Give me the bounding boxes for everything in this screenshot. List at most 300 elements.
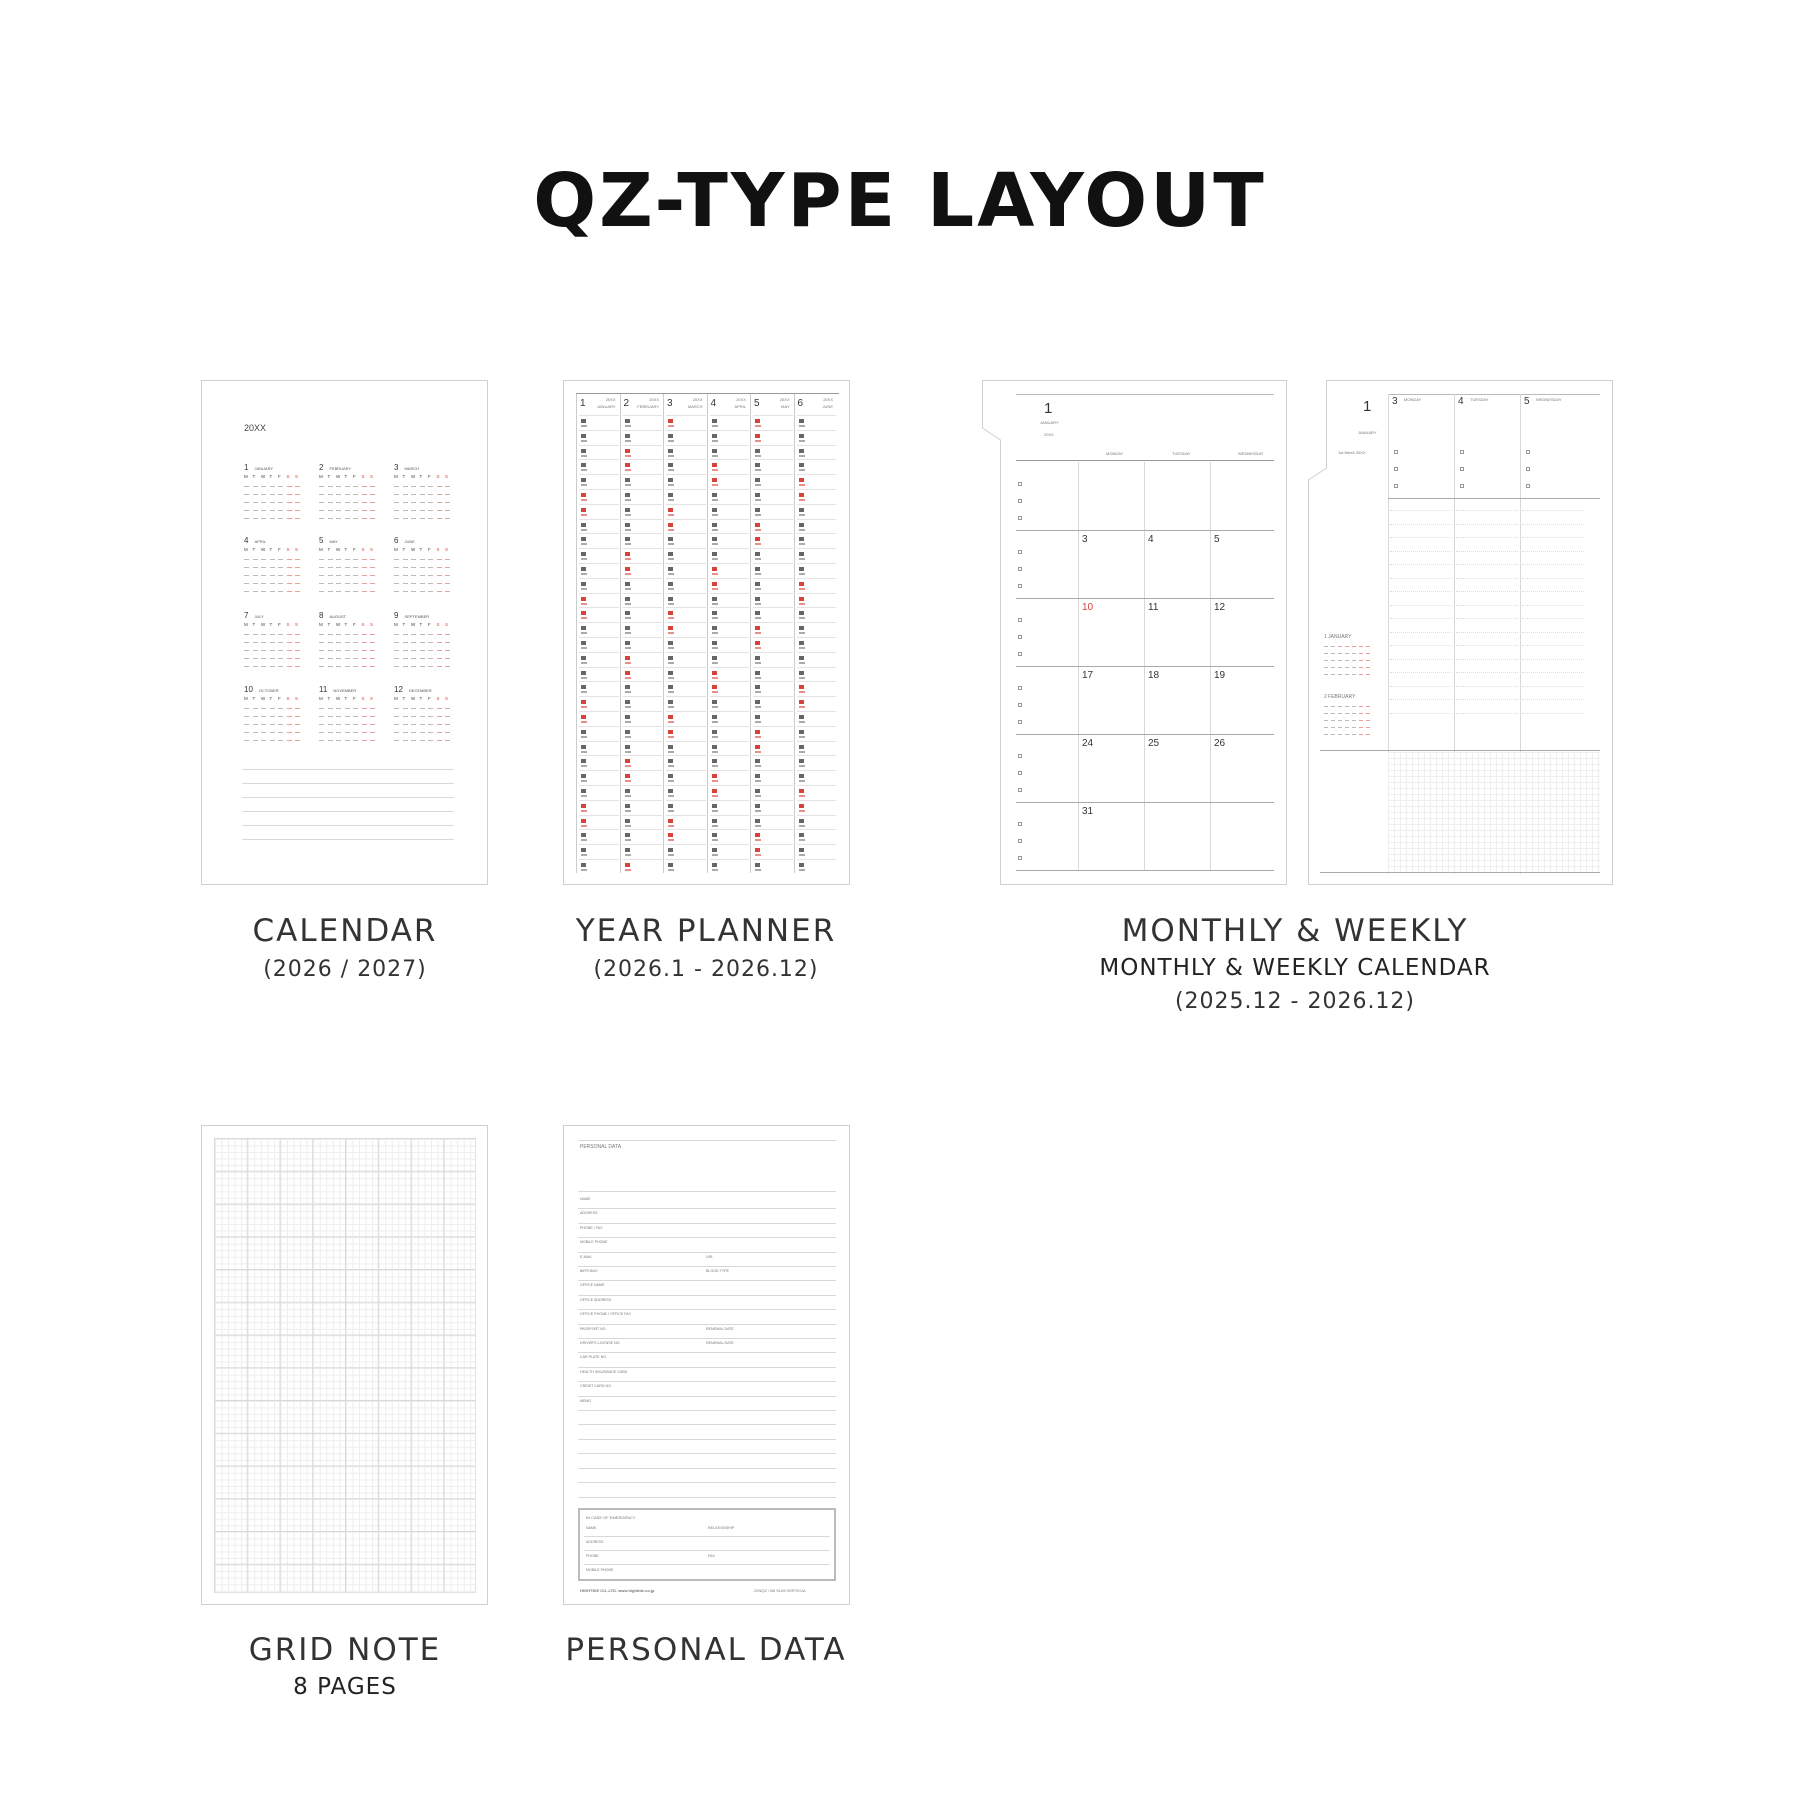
personal-field-label: CAR PLATE NO.	[580, 1355, 608, 1360]
calendar-month-header	[319, 685, 381, 694]
mini-day-cell	[1331, 656, 1335, 661]
weekly-hour-line	[1522, 632, 1584, 633]
year-planner-day-mark	[668, 700, 673, 704]
year-planner-weekday-mark	[799, 854, 805, 856]
day-cell	[428, 661, 433, 667]
weekday-label: S	[445, 696, 449, 701]
weekday-label: S	[286, 474, 290, 479]
year-planner-day-row	[797, 504, 837, 519]
year-planner-weekday-mark	[712, 514, 718, 516]
year-planner-day-mark	[581, 434, 586, 438]
weekday-label: M	[319, 622, 323, 627]
day-cell	[319, 735, 324, 741]
day-cell	[295, 489, 300, 495]
year-planner-day-mark	[799, 626, 804, 630]
day-cell	[445, 570, 450, 576]
year-planner-day-row	[579, 711, 619, 726]
year-planner-day-mark	[712, 774, 717, 778]
weekly-hour-line	[1456, 699, 1518, 700]
year-planner-day-row	[666, 474, 706, 489]
year-planner-weekday-mark	[625, 588, 631, 590]
year-planner-day-row	[797, 652, 837, 667]
calendar-month-number: 10	[244, 685, 253, 694]
weekday-label: T	[344, 547, 348, 552]
personal-footer-model: 22NQZ / B6 SLIM VERTICAL	[754, 1588, 807, 1593]
day-cell	[370, 586, 375, 592]
year-planner-day-row	[753, 755, 793, 770]
year-planner-day-row	[753, 652, 793, 667]
year-planner-year-label: 20XX	[823, 397, 833, 402]
day-cell	[353, 570, 358, 576]
weekly-page-thumbnail	[1308, 380, 1613, 885]
weekday-label: T	[269, 547, 273, 552]
day-cell	[420, 661, 425, 667]
day-cell	[362, 703, 367, 709]
mini-day-cell	[1324, 709, 1328, 714]
personal-field-label: OFFICE NAME	[580, 1283, 605, 1288]
year-planner-day-mark	[799, 819, 804, 823]
day-cell	[319, 554, 324, 560]
day-cell	[328, 735, 333, 741]
day-cell	[253, 497, 258, 503]
year-planner-day-mark	[799, 685, 804, 689]
year-planner-day-mark	[755, 715, 760, 719]
day-cell	[437, 711, 442, 717]
year-planner-day-mark	[625, 700, 630, 704]
day-cell	[353, 629, 358, 635]
year-planner-month-number: 2	[623, 398, 630, 409]
monthly-date-number: 25	[1148, 738, 1160, 749]
year-planner-day-row	[623, 785, 663, 800]
year-planner-day-row	[579, 829, 619, 844]
day-cell	[428, 735, 433, 741]
year-planner-day-row	[710, 445, 750, 460]
year-planner-weekday-mark	[712, 706, 718, 708]
day-cell	[319, 513, 324, 519]
year-planner-day-row	[753, 681, 793, 696]
year-planner-weekday-mark	[755, 736, 761, 738]
weekly-hour-line	[1456, 672, 1518, 673]
year-planner-weekday-mark	[712, 854, 718, 856]
checkbox-icon	[1018, 499, 1022, 503]
year-planner-day-mark	[581, 478, 586, 482]
weekday-label: T	[419, 547, 423, 552]
day-cell	[244, 562, 249, 568]
year-planner-day-mark	[799, 848, 804, 852]
day-cell	[394, 505, 399, 511]
mini-day-cell	[1352, 670, 1356, 675]
personal-data-caption	[556, 1632, 856, 1668]
day-cell	[336, 505, 341, 511]
day-cell	[295, 497, 300, 503]
mini-day-cell	[1331, 642, 1335, 647]
day-cell	[411, 711, 416, 717]
day-cell	[261, 653, 266, 659]
mini-day-cell	[1359, 642, 1363, 647]
day-cell	[270, 505, 275, 511]
day-cell	[420, 497, 425, 503]
year-planner-day-mark	[799, 611, 804, 615]
checkbox-icon	[1526, 484, 1530, 488]
year-planner-day-row	[753, 696, 793, 711]
day-cell	[270, 645, 275, 651]
day-cell	[411, 653, 416, 659]
year-planner-day-mark	[668, 641, 673, 645]
year-planner-day-row	[623, 800, 663, 815]
day-cell	[278, 562, 283, 568]
calendar-month-number: 9	[394, 611, 399, 620]
day-cell	[328, 489, 333, 495]
calendar-month-number: 11	[319, 685, 328, 694]
day-cell	[244, 645, 249, 651]
year-planner-year-label: 20XX	[779, 397, 790, 402]
weekday-label: T	[252, 696, 256, 701]
day-cell	[253, 586, 258, 592]
weekday-label: F	[428, 622, 431, 627]
weekday-label: S	[361, 474, 365, 479]
year-planner-day-row	[666, 593, 706, 608]
year-planner-weekday-mark	[799, 677, 805, 679]
weekly-mini-calendar-label: 1 JANUARY	[1324, 634, 1352, 640]
day-cell	[278, 637, 283, 643]
weekly-hour-line	[1522, 605, 1584, 606]
year-planner-day-mark	[581, 493, 586, 497]
year-planner-day-row	[753, 770, 793, 785]
year-planner-weekday-mark	[625, 795, 631, 797]
year-planner-day-row	[579, 489, 619, 504]
year-planner-day-row	[623, 770, 663, 785]
year-planner-weekday-mark	[799, 839, 805, 841]
weekly-mini-calendar	[1324, 634, 1386, 675]
mini-day-cell	[1352, 642, 1356, 647]
year-planner-day-mark	[712, 685, 717, 689]
year-planner-weekday-mark	[755, 869, 761, 871]
weekly-hour-line	[1522, 645, 1584, 646]
personal-field-label-right: RENEWAL DATE	[706, 1341, 734, 1345]
mini-day-cell	[1338, 649, 1342, 654]
day-cell	[428, 554, 433, 560]
mini-day-cell	[1331, 730, 1335, 735]
year-planner-weekday-mark	[755, 825, 761, 827]
day-cell	[394, 703, 399, 709]
year-planner-day-mark	[712, 819, 717, 823]
year-planner-day-row	[666, 607, 706, 622]
year-planner-weekday-mark	[712, 499, 718, 501]
day-cell	[445, 497, 450, 503]
day-cell	[428, 513, 433, 519]
year-planner-weekday-mark	[712, 825, 718, 827]
year-planner-day-mark	[581, 626, 586, 630]
day-cell	[295, 578, 300, 584]
year-planner-weekday-mark	[625, 499, 631, 501]
year-planner-day-row	[666, 548, 706, 563]
year-planner-day-row	[623, 563, 663, 578]
personal-data-heading: PERSONAL DATA	[580, 1144, 622, 1150]
year-planner-day-mark	[799, 567, 804, 571]
day-cell	[244, 481, 249, 487]
year-planner-day-row	[753, 593, 793, 608]
day-cell	[445, 489, 450, 495]
year-planner-day-row	[710, 489, 750, 504]
day-cell	[394, 554, 399, 560]
day-cell	[270, 570, 275, 576]
year-planner-day-row	[710, 415, 750, 430]
year-planner-weekday-mark	[581, 691, 587, 693]
grid-note-caption	[195, 1632, 495, 1700]
year-planner-day-mark	[712, 848, 717, 852]
day-cell	[336, 719, 341, 725]
year-planner-day-mark	[712, 730, 717, 734]
year-planner-day-row	[666, 504, 706, 519]
weekday-label: M	[394, 474, 398, 479]
year-planner-day-mark	[799, 449, 804, 453]
weekly-hour-line	[1390, 632, 1452, 633]
year-planner-day-row	[579, 415, 619, 430]
year-planner-day-row	[666, 459, 706, 474]
year-planner-day-mark	[625, 597, 630, 601]
year-planner-weekday-mark	[799, 469, 805, 471]
day-cell	[411, 735, 416, 741]
emergency-field-label-right: FAX	[708, 1554, 715, 1558]
personal-data-caption-title: PERSONAL DATA	[565, 1632, 847, 1668]
checkbox-icon	[1018, 788, 1022, 792]
weekday-label: T	[252, 474, 256, 479]
year-planner-day-mark	[581, 463, 586, 467]
year-planner-day-mark	[625, 863, 630, 867]
day-cell	[420, 570, 425, 576]
monthly-day-header-wednesday: WEDNESDAY	[1238, 451, 1264, 456]
year-planner-day-row	[753, 622, 793, 637]
year-planner-month-column	[707, 393, 751, 873]
weekday-label: S	[295, 696, 299, 701]
year-planner-weekday-mark	[799, 825, 805, 827]
year-planner-day-mark	[755, 582, 760, 586]
year-planner-day-mark	[668, 582, 673, 586]
monthly-year-label: 20XX	[1044, 432, 1054, 437]
day-cell	[420, 505, 425, 511]
day-cell	[437, 703, 442, 709]
day-cell	[253, 629, 258, 635]
weekday-label: S	[361, 696, 365, 701]
year-planner-day-mark	[668, 567, 673, 571]
day-cell	[336, 735, 341, 741]
day-cell	[445, 719, 450, 725]
weekday-label: T	[327, 474, 331, 479]
year-planner-day-row	[710, 652, 750, 667]
year-planner-weekday-mark	[712, 543, 718, 545]
year-planner-weekday-mark	[755, 543, 761, 545]
day-cell	[345, 661, 350, 667]
year-planner-weekday-mark	[625, 455, 631, 457]
year-planner-day-row	[579, 770, 619, 785]
day-cell	[362, 562, 367, 568]
day-cell	[336, 489, 341, 495]
calendar-month-grid	[319, 696, 381, 741]
day-cell	[261, 489, 266, 495]
calendar-month-name: DECEMBER	[408, 688, 432, 693]
day-cell	[403, 497, 408, 503]
day-cell	[244, 711, 249, 717]
year-planner-weekday-mark	[668, 736, 674, 738]
year-planner-day-row	[797, 445, 837, 460]
year-planner-day-row	[623, 755, 663, 770]
day-cell	[403, 513, 408, 519]
year-planner-day-row	[710, 637, 750, 652]
year-planner-day-row	[666, 533, 706, 548]
weekday-label: M	[244, 622, 248, 627]
year-planner-day-row	[797, 430, 837, 445]
day-cell	[437, 505, 442, 511]
day-cell	[353, 637, 358, 643]
year-planner-day-mark	[712, 804, 717, 808]
year-planner-day-mark	[799, 523, 804, 527]
day-cell	[261, 481, 266, 487]
day-cell	[253, 727, 258, 733]
day-cell	[287, 570, 292, 576]
year-planner-weekday-mark	[581, 677, 587, 679]
year-planner-weekday-mark	[712, 677, 718, 679]
checkbox-icon	[1460, 484, 1464, 488]
weekday-label: T	[269, 474, 273, 479]
checkbox-icon	[1018, 482, 1022, 486]
day-cell	[353, 653, 358, 659]
day-cell	[370, 727, 375, 733]
day-cell	[287, 481, 292, 487]
year-planner-day-mark	[799, 552, 804, 556]
year-planner-caption-title: YEAR PLANNER	[575, 913, 837, 949]
day-cell	[345, 629, 350, 635]
day-cell	[394, 629, 399, 635]
day-cell	[278, 703, 283, 709]
day-cell	[370, 711, 375, 717]
day-cell	[253, 645, 258, 651]
weekday-label: F	[278, 474, 281, 479]
year-planner-day-row	[579, 755, 619, 770]
year-planner-weekday-mark	[581, 632, 587, 634]
year-planner-day-row	[666, 711, 706, 726]
weekly-hour-line	[1522, 713, 1584, 714]
year-planner-day-row	[753, 637, 793, 652]
day-cell	[287, 562, 292, 568]
day-cell	[295, 554, 300, 560]
day-cell	[244, 661, 249, 667]
day-cell	[394, 586, 399, 592]
day-cell	[261, 719, 266, 725]
page-title: QZ-TYPE LAYOUT	[533, 158, 1267, 244]
day-cell	[411, 703, 416, 709]
year-planner-weekday-mark	[581, 825, 587, 827]
day-cell	[287, 653, 292, 659]
day-cell	[278, 505, 283, 511]
day-cell	[295, 586, 300, 592]
year-planner-day-row	[666, 859, 706, 874]
checkbox-icon	[1018, 839, 1022, 843]
day-cell	[328, 578, 333, 584]
mini-day-cell	[1359, 702, 1363, 707]
day-cell	[336, 578, 341, 584]
day-cell	[253, 505, 258, 511]
year-planner-day-mark	[755, 819, 760, 823]
year-planner-weekday-mark	[625, 677, 631, 679]
year-planner-day-mark	[712, 671, 717, 675]
day-cell	[445, 629, 450, 635]
year-planner-day-mark	[581, 523, 586, 527]
weekday-label: W	[411, 474, 416, 479]
year-planner-day-row	[666, 800, 706, 815]
day-cell	[411, 727, 416, 733]
mini-day-cell	[1324, 730, 1328, 735]
year-planner-day-row	[797, 844, 837, 859]
mini-day-cell	[1345, 730, 1349, 735]
year-planner-weekday-mark	[712, 455, 718, 457]
day-cell	[394, 578, 399, 584]
weekday-label: F	[353, 622, 356, 627]
year-planner-weekday-mark	[755, 469, 761, 471]
year-planner-day-row	[579, 800, 619, 815]
year-planner-day-mark	[712, 493, 717, 497]
year-planner-day-row	[579, 652, 619, 667]
year-planner-weekday-mark	[668, 588, 674, 590]
day-cell	[295, 645, 300, 651]
day-cell	[261, 645, 266, 651]
year-planner-day-mark	[799, 700, 804, 704]
year-planner-weekday-mark	[712, 469, 718, 471]
day-cell	[394, 711, 399, 717]
year-planner-weekday-mark	[755, 617, 761, 619]
year-planner-weekday-mark	[668, 795, 674, 797]
day-cell	[353, 586, 358, 592]
calendar-month-header	[394, 463, 456, 472]
day-cell	[328, 554, 333, 560]
calendar-month-4	[244, 536, 306, 592]
day-cell	[370, 637, 375, 643]
emergency-field-label: PHONE	[586, 1554, 599, 1558]
year-planner-day-mark	[668, 478, 673, 482]
year-planner-day-row	[797, 622, 837, 637]
year-planner-day-row	[579, 859, 619, 874]
year-planner-weekday-mark	[668, 677, 674, 679]
year-planner-weekday-mark	[712, 780, 718, 782]
weekly-hour-line	[1522, 537, 1584, 538]
year-planner-day-row	[710, 593, 750, 608]
year-planner-weekday-mark	[712, 440, 718, 442]
year-planner-day-row	[623, 711, 663, 726]
day-cell	[403, 645, 408, 651]
calendar-month-grid	[244, 474, 306, 519]
calendar-month-header	[394, 536, 456, 545]
weekday-label: T	[419, 622, 423, 627]
year-planner-day-mark	[712, 641, 717, 645]
year-planner-day-mark	[668, 508, 673, 512]
year-planner-day-row	[623, 815, 663, 830]
day-cell	[353, 703, 358, 709]
day-cell	[370, 653, 375, 659]
year-planner-weekday-mark	[668, 780, 674, 782]
weekday-label: F	[278, 622, 281, 627]
year-planner-weekday-mark	[712, 588, 718, 590]
day-cell	[394, 727, 399, 733]
day-cell	[353, 497, 358, 503]
weekly-hour-line	[1390, 605, 1452, 606]
year-planner-day-mark	[755, 478, 760, 482]
year-planner-month-column	[794, 393, 838, 873]
year-planner-day-mark	[668, 819, 673, 823]
year-planner-day-mark	[625, 745, 630, 749]
year-planner-weekday-mark	[712, 736, 718, 738]
year-planner-day-row	[797, 563, 837, 578]
day-cell	[437, 653, 442, 659]
year-planner-day-row	[710, 607, 750, 622]
